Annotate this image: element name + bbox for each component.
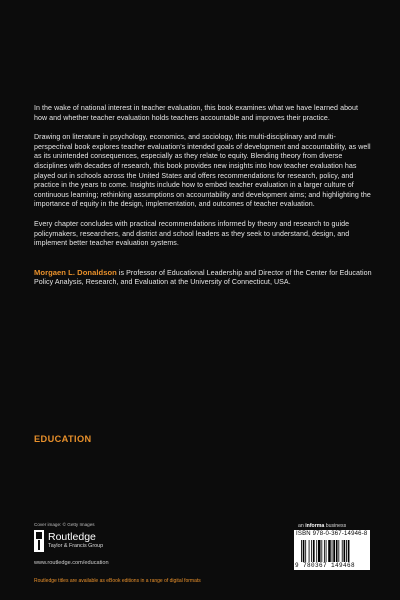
back-cover-blurb <box>34 104 372 298</box>
barcode-bar <box>332 540 333 562</box>
barcode-icon <box>301 540 367 562</box>
publisher-website[interactable]: www.routledge.com/education <box>34 560 109 566</box>
informa-name: informa <box>305 523 325 529</box>
barcode-bar <box>326 540 327 562</box>
cover-image-credit: Cover image: © Getty Images <box>34 522 95 527</box>
barcode-bar <box>316 540 317 562</box>
informa-business-line <box>298 523 346 529</box>
publisher-group: Taylor & Francis Group <box>48 543 104 549</box>
isbn-barcode-box <box>294 530 370 570</box>
barcode-digits: 9 780367 149468 <box>295 562 356 569</box>
informa-prefix: an <box>298 523 306 529</box>
blurb-paragraph-2: Drawing on literature in psychology, economics, and sociology, this multi-disciplinary and multi-perspectival book explores teacher evaluation’s intended goals of development and accountability, as well as its unintended consequences, especially as they relate to equity. Blending theory from diverse disciplines with decades of research, this book provides new insights into how teacher evaluation has played out in schools across the United States and offers recommendations for research, policy, and practice in the years to come. Insights include how to embed teacher evaluation in a larger culture of continuous learning; rethinking assumptions on accountability and development aims; and highlighting the importance of equity in the design, implementation, and outcomes of teacher evaluation. <box>34 133 371 209</box>
barcode-bar <box>336 540 338 562</box>
barcode-bar <box>344 540 346 562</box>
barcode-bar <box>324 540 325 562</box>
barcode-bar <box>342 540 343 562</box>
blurb-paragraph-1: In the wake of national interest in teacher evaluation, this book examines what we have learned about how and whether teacher evaluation holds teachers accountable and improves their practice. <box>34 104 359 122</box>
publisher-block <box>34 530 144 552</box>
barcode-bar <box>321 540 322 562</box>
barcode-bar <box>346 540 347 562</box>
informa-suffix: business <box>324 523 347 529</box>
barcode-bar <box>313 540 315 562</box>
ebook-note: Routledge titles are available as eBook editions in a range of digital formats <box>34 578 201 584</box>
subject-category: EDUCATION <box>34 434 92 444</box>
barcode-bar <box>348 540 350 562</box>
author-bio-text: is Professor of Educational Leadership and Director of the Center for Education Policy Analysis, Research, and Evaluation at the University of Connecticut, USA. <box>34 268 372 287</box>
routledge-logo-icon <box>34 530 44 552</box>
publisher-name: Routledge <box>48 531 96 543</box>
barcode-bar <box>305 540 306 562</box>
author-bio <box>34 268 372 288</box>
isbn-label: ISBN 978-0-367-14946-8 <box>296 531 368 537</box>
blurb-paragraph-3: Every chapter concludes with practical recommendations informed by theory and research to guide policymakers, researchers, and district and school leaders as they seek to understand, design, and implement better teacher evaluation systems. <box>34 219 350 248</box>
barcode-bar <box>309 540 310 562</box>
barcode-bar <box>328 540 331 562</box>
author-name: Morgaen L. Donaldson <box>34 267 117 277</box>
barcode-bar <box>333 540 335 562</box>
barcode-bar <box>303 540 305 562</box>
barcode-bar <box>301 540 302 562</box>
barcode-bar <box>338 540 339 562</box>
barcode-bar <box>318 540 321 562</box>
barcode-bar <box>311 540 312 562</box>
